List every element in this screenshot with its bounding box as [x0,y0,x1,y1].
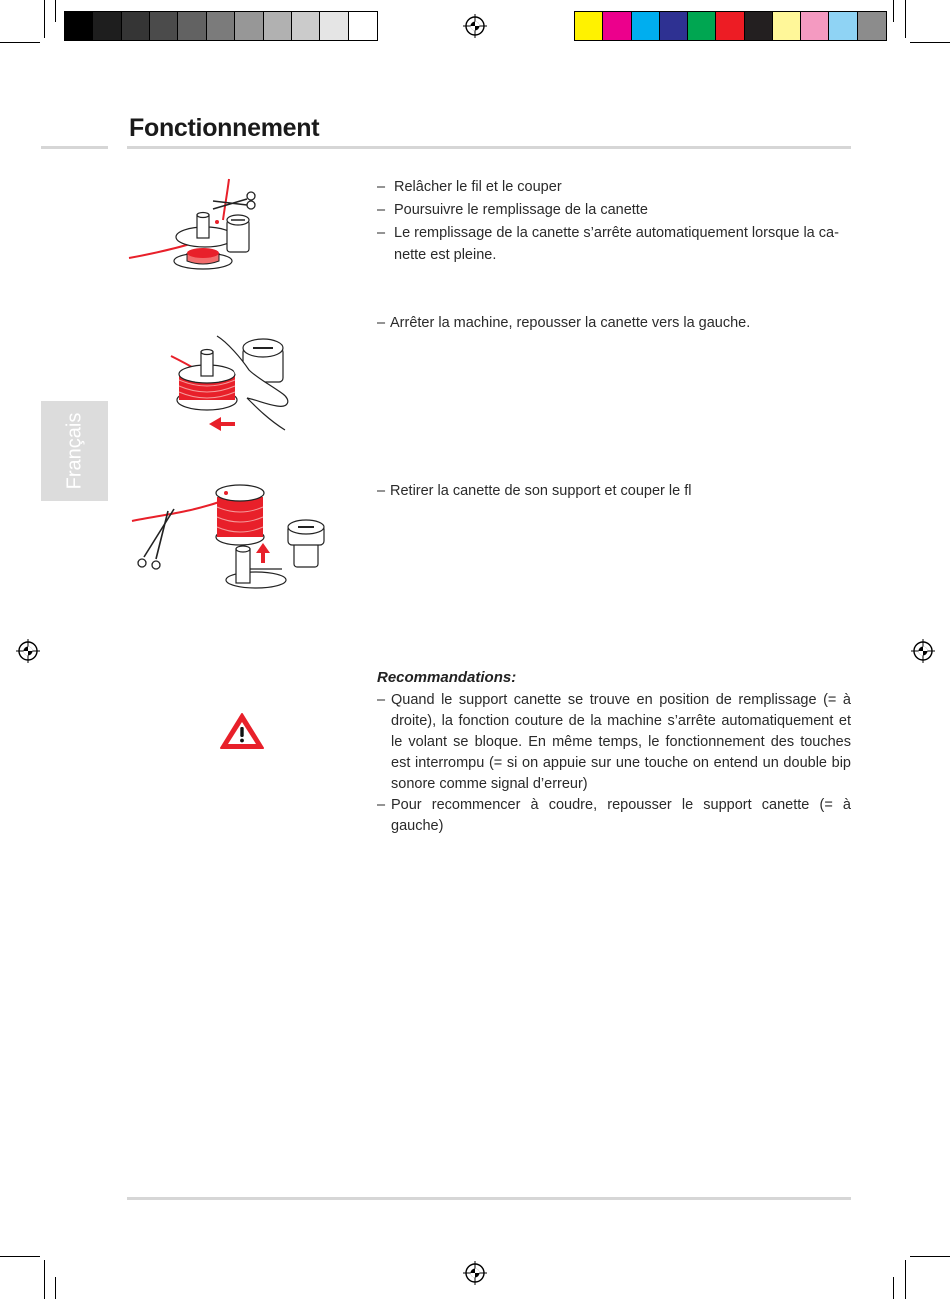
grayscale-color-bar [64,11,378,41]
warning-triangle-icon [219,712,265,750]
color-swatch [349,12,377,40]
color-swatch [745,12,773,40]
crop-mark [910,1256,950,1257]
push-bobbin-left-icon [165,328,305,438]
list-item: – Le remplissage de la canette s’arrête automatiquement lorsque la ca- nette est pleine. [377,225,839,263]
color-swatch [773,12,801,40]
registration-mark-icon [911,639,935,663]
language-tab-label: Français [63,412,85,490]
list-item: – Arrêter la machine, repousser la canette vers la gauche. [377,315,751,331]
color-swatch [688,12,716,40]
step1-instructions [377,176,853,266]
crop-mark [0,42,40,43]
registration-mark-icon [463,14,487,38]
color-swatch [603,12,631,40]
crop-mark [893,0,894,22]
remove-bobbin-cut-thread-icon [130,477,340,592]
color-swatch [122,12,150,40]
crop-mark [893,1277,894,1299]
color-swatch [320,12,348,40]
color-swatch [660,12,688,40]
crop-mark [0,1256,40,1257]
color-swatch [207,12,235,40]
color-swatch [858,12,886,40]
recommendations-heading: Recommandations: [377,669,517,686]
color-swatch [575,12,603,40]
footer-rule [127,1197,851,1200]
color-swatch [65,12,93,40]
crop-mark [55,0,56,22]
color-swatch [93,12,121,40]
color-swatch [235,12,263,40]
step2-instructions [377,312,853,334]
color-swatch [178,12,206,40]
language-tab [41,401,108,501]
list-item: – Relâcher le fil et le couper [377,179,562,195]
registration-mark-icon [16,639,40,663]
crop-mark [905,1260,906,1299]
color-swatch [632,12,660,40]
list-item: – Quand le support canette se trouve en position de remplissage (= à droite), la fonction couture de la machine s’arrête automatiquement et le volant se bloque. En même temps, le fonctionnement des touches est interrompu (= si on appuie sur une touche on entend un double bip sonore comme signal d’erreur) [377,692,851,792]
header-rule-short [41,146,108,149]
color-swatch [801,12,829,40]
crop-mark [905,0,906,38]
bobbin-winding-cut-thread-icon [127,175,267,275]
color-swatch [264,12,292,40]
page-title: Fonctionnement [129,114,320,142]
list-item: – Poursuivre le remplissage de la canette [377,202,648,218]
crop-mark [55,1277,56,1299]
color-swatch [716,12,744,40]
color-swatch [829,12,857,40]
list-item: – Retirer la canette de son support et couper le fl [377,483,692,499]
crop-mark [910,42,950,43]
recommendations-list [377,690,851,837]
crop-mark [44,0,45,38]
color-swatch [292,12,320,40]
step3-instructions [377,480,853,502]
crop-mark [44,1260,45,1299]
header-rule [127,146,851,149]
list-item: – Pour recommencer à coudre, repousser le support canette (= à gauche) [377,797,851,834]
registration-mark-icon [463,1261,487,1285]
color-swatch [150,12,178,40]
process-color-bar [574,11,887,41]
